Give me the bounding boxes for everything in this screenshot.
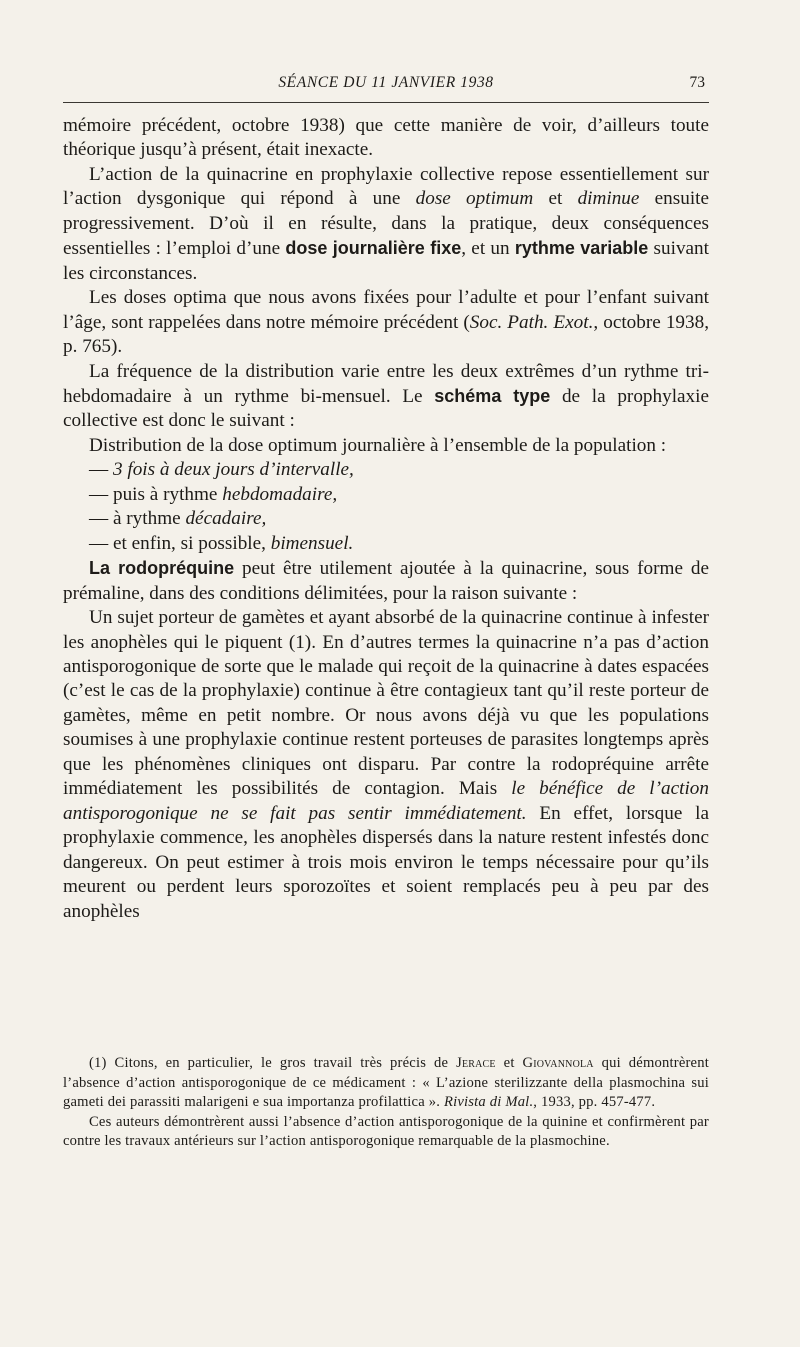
text-run: ensuite progressivement. D’où il en résulte, dans la pratique, deux conséquences essentielles : l’emploi d’une [63,188,710,260]
paragraph-5: Distribution de la dose optimum journalière à l’ensemble de la population : [89,434,667,456]
dash-marker: — [89,459,113,481]
text-run: , octobre 1938, p. 765). [63,311,709,358]
italic-run: bimensuel. [270,532,354,554]
text-run: suivant les circonstances. [63,238,709,284]
text-run: qui démontrèrent l’absence d’action antisporogonique de ce médicament : « L’azione sterilizzante della plasmochina sui gameti dei parassiti malarigeni e sua importanza profilattica ». [63,1055,709,1111]
italic-run: diminue [577,188,640,210]
list-item [63,458,709,482]
text-run: et [495,1055,523,1071]
footnotes [63,1054,709,1152]
text-run: puis à rythme [112,483,223,505]
paragraph-7 [63,606,709,924]
footnote-2: Ces auteurs démontrèrent aussi l’absence d’action antisporogonique de la quinine et confirmèrent par contre les travaux antérieurs sur l’action antisporogonique remarquable de la plasmochine. [63,1113,709,1150]
bold-term: rythme variable [514,238,649,259]
text-run: peut être utilement ajoutée à la quinacrine, sous forme de prémaline, dans des conditions délimitées, pour la raison suivante : [63,558,709,604]
page-number: 73 [689,74,705,91]
text-run: à rythme [112,508,186,530]
author-name: Jerace [456,1055,496,1071]
main-text [63,114,709,924]
italic-run: dose optimum [415,188,534,210]
paragraph-3 [63,286,709,359]
footnote-1 [63,1054,709,1113]
page-header [63,74,709,103]
text-run: et [533,188,578,210]
list-item [63,507,709,531]
dash-marker: — [89,483,113,505]
text-run: Un sujet porteur de gamètes et ayant absorbé de la quinacrine continue à infester les anophèles qui le piquent (1). En d’autres termes la quinacrine n’a pas d’action antisporogonique de sorte que le malade qui reçoit de la quinacrine à dates espacées (c’est le cas de la prophylaxie) continue à être contagieux tant qu’il reste porteur de gamètes, même en petit nombre. Or nous avons déjà vu que les populations soumises à une prophylaxie continue restent porteuses de parasites longtemps après que les phénomènes cliniques ont disparu. Par contre la rodopréquine arrête immédiatement les possibilités de contagion. Mais [63,607,709,800]
text-run: de la prophylaxie collective est donc le suivant : [63,385,709,432]
author-name: Giovannola [522,1055,594,1071]
paragraph-1: mémoire précédent, octobre 1938) que cette manière de voir, d’ailleurs toute théorique jusqu’à présent, était inexacte. [63,115,709,161]
text-run: La fréquence de la distribution varie entre les deux extrêmes d’un rythme tri-hebdomadaire à un rythme bi-mensuel. Le [63,360,709,407]
text-run: Les doses optima que nous avons fixées pour l’adulte et pour l’enfant suivant l’âge, sont rappelées dans notre mémoire précédent ( [63,287,709,333]
text-run: et enfin, si possible, [112,532,271,554]
text-run: L’action de la quinacrine en prophylaxie collective repose essentiellement sur l’action dysgonique qui répond à une [63,163,709,210]
text-run: (1) Citons, en particulier, le gros travail très précis de [89,1055,457,1071]
italic-run: hebdomadaire, [222,483,338,505]
journal-title: Rivista di Mal. [443,1094,534,1111]
paragraph-4 [63,360,709,434]
italic-run: décadaire, [185,508,267,530]
italic-run: 3 fois à deux jours d’intervalle, [112,459,354,481]
dash-marker: — [89,532,113,554]
paragraph-6 [63,556,709,606]
text-run: En effet, lorsque la prophylaxie commence, les anophèles dispersés dans la nature restent infestés donc dangereux. On peut estimer à trois mois environ le temps nécessaire pour qu’ils meurent ou perdent leurs sporozoïtes et soient remplacés peu à peu par des anophèles [63,802,709,922]
citation-title: Soc. Path. Exot. [469,311,594,333]
bold-term: dose journalière fixe [285,238,462,259]
list-item [63,483,709,507]
paragraph-2 [63,163,709,286]
running-head: SÉANCE DU 11 JANVIER 1938 [278,74,494,91]
text-run: , 1933, pp. 457-477. [533,1094,656,1111]
bold-term: schéma type [434,385,551,406]
italic-run: le bénéfice de l’action antisporogonique ne se fait pas sentir immédiatement. [63,778,709,824]
list-item [63,532,709,556]
text-run: , et un [461,238,515,260]
bold-term: La rodopréquine [89,558,235,579]
dash-marker: — [89,508,113,530]
